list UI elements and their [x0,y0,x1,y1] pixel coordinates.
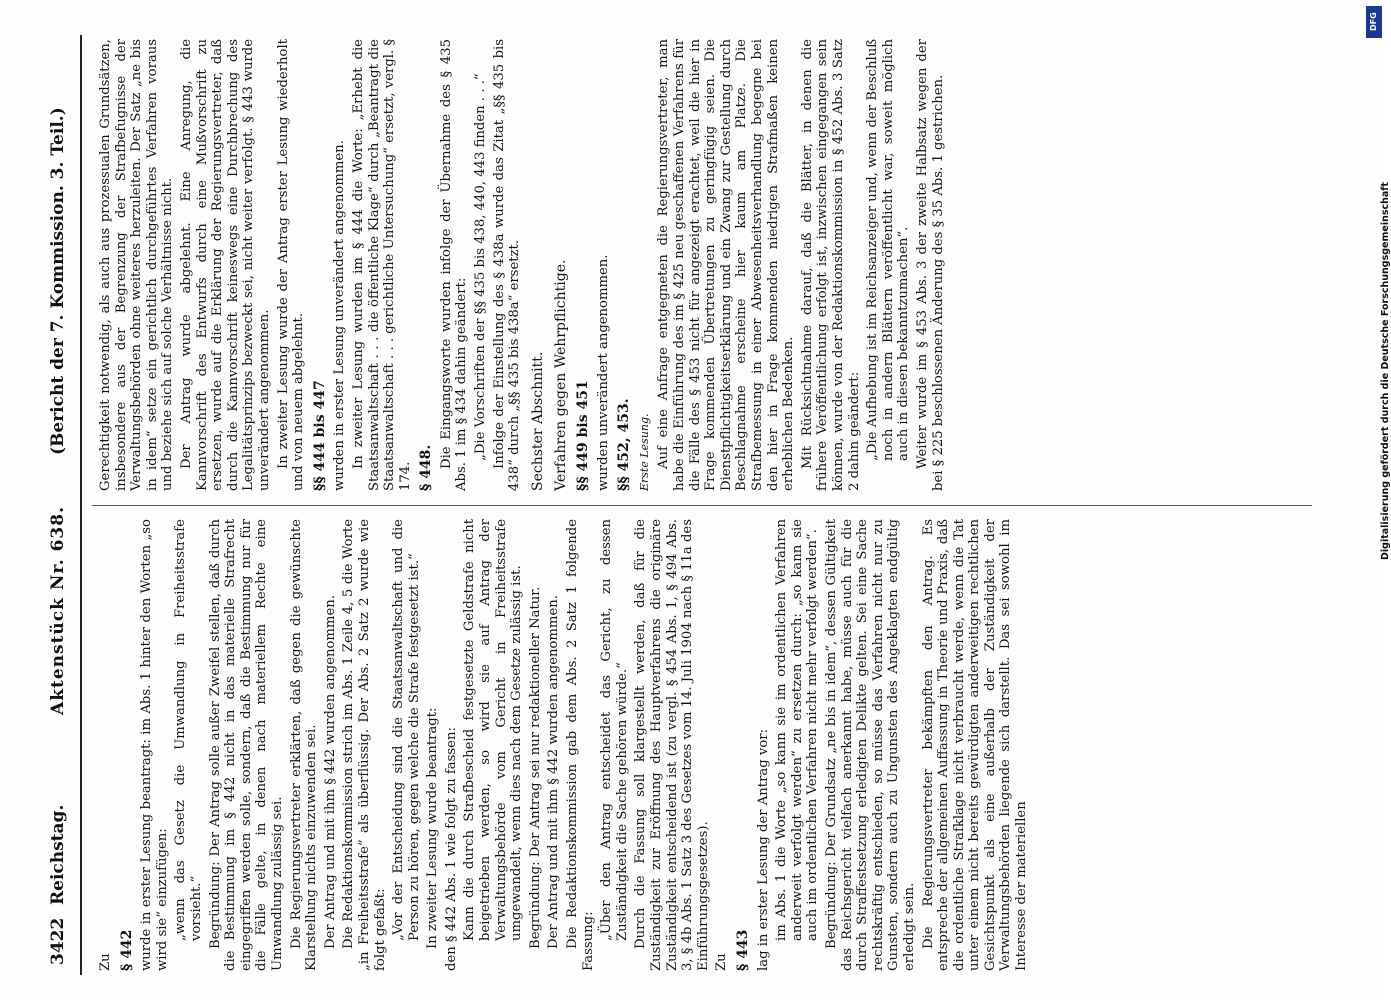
quoted-text: „Die Aufhebung ist im Reichsanzeiger und, wenn der Beschluß noch in andern Blättern veröffentlicht war, soweit möglich auch in diesen bekanntzumachen“. [865,39,912,461]
quoted-text: „Vor der Entscheidung sind die Staatsanwaltschaft und die Person zu hören, gegen welche die Strafe festgesetzt ist.“ [391,519,422,941]
paragraph: In zweiter Lesung wurde der Antrag erster Lesung wiederholt und von neuem abgelehnt. [275,39,307,491]
paragraph: In zweiter Lesung wurde beantragt: [425,707,441,949]
header-rule [80,35,82,975]
paragraph: den § 442 Abs. 1 wie folgt zu fassen: [443,727,459,971]
header-document-number: Aktenstück Nr. 638. [48,505,68,715]
subheading: Erste Lesung. [637,413,651,491]
paragraph: Infolge der Einstellung des § 438a wurde das Zitat „§§ 435 bis 438“ durch „§§ 435 bis 438a“ ersetzt. [491,39,523,491]
section-heading: §§ 449 bis 451 [575,380,592,491]
paragraph: lag in erster Lesung der Antrag vor: [755,728,771,971]
dfg-logo: DFG [1366,6,1382,38]
paragraph: Die Redaktionskommission strich im Abs. 1 Zeile 4, 5 die Worte „in Freiheitsstrafe“ als überflüssig. Der Abs. 2 Satz 2 wurde wie folgt gefaßt: [341,519,388,971]
rotated-document-page [40,35,1330,975]
paragraph: In zweiter Lesung wurden im § 444 die Worte: „Erhebt die Staatsanwaltschaft . . . die öffentliche Klage“ durch „Beantragt die Staatsanwaltschaft . . . gerichtliche Untersuchung“ ersetzt, vergl. § 174. [350,39,413,491]
header-parliament: Reichstag. [48,804,68,905]
section-heading: § 442 [118,929,135,971]
paragraph: Zu [98,953,113,971]
paragraph: wurden in erster Lesung unverändert angenommen. [332,140,348,491]
page-number: 3422 [48,917,68,965]
section-heading: §§ 444 bis 447 [311,380,328,491]
paragraph: Der Antrag wurde abgelehnt. Eine Anregung, die Kannvorschrift des Entwurfs durch eine Mußvorschrift zu ersetzen, wurde auf die Erklärung der Regierungsvertreter, daß durch die Kannvorschrift keineswegs eine Durchbrechung des Legalitätsprinzips bezweckt sei, nicht weiter verfolgt. § 443 wurde unverändert angenommen. [178,39,272,491]
quoted-text: „Die Vorschriften der §§ 435 bis 438, 440, 443 finden . . .“ [473,73,489,461]
section-heading: § 448. [418,444,435,491]
paragraph: Gerechtigkeit notwendig, als auch aus prozessualen Grundsätzen, insbesondere aus der Begrenzung der Strafbefugnisse der Verwaltungsbehörden ohne weiteres herzuleiten. Der Satz „ne bis in idem“ setze ein gerichtlich durchgeführtes Verfahren voraus und beziehe sich auf solche Verhältnisse nicht. [98,39,176,491]
paragraph: Die Regierungsvertreter bekämpften den Antrag. Es entspreche der allgemeinen Auffassung in Theorie und Praxis, daß die ordentliche Strafklage nicht verbraucht werde, wenn die Tat unter einem nicht bereits gewürdigten anderweitigen rechtlichen Gesichtspunkt als eine außerhalb der Zuständigkeit der Verwaltungsbehörden liegende sich darstellt. Das sei sowohl im Interesse der materiellen [920,519,1030,971]
paragraph: Die Redaktionskommission gab dem Abs. 2 Satz 1 folgende Fassung: [565,519,596,971]
right-column [98,39,949,491]
quoted-text: „wenn das Gesetz die Umwandlung in Freiheitsstrafe vorsieht.“ [173,519,204,941]
column-divider [92,505,1312,506]
paragraph: Begründung: Der Antrag sei nur redaktioneller Natur. [527,586,543,949]
paragraph: wurde in erster Lesung beantragt: im Abs. 1 hinter den Worten „so wird sie“ einzufügen: [139,519,170,971]
paragraph: Mit Rücksichtnahme darauf, daß die Blätter, in denen die frühere Veröffentlichung erfolgt ist, inzwischen eingegangen sein können, wurde von der Redaktionskommission in § 452 Abs. 3 Satz 2 dahin geändert: [799,39,862,491]
chapter-heading: Sechster Abschnitt. [529,351,546,491]
paragraph: Auf eine Anfrage entgegneten die Regierungsvertreter, man habe die Einführung des im § 425 neu geschaffenen Verfahrens für die Fälle des § 453 nicht für angezeigt erachtet, weil die hier in Frage kommenden Übertretungen zu geringfügig seien. Die Dienstpflichtigkeitserklärung und ein Zwang zur Gestellung durch Beschlagnahme erscheine hier kaum am Platze. Die Strafbemessung in einer Abwesenheitsverhandlung begegne bei den hier in Frage kommenden niedrigen Strafmaßen keinen erheblichen Bedenken. [656,39,797,491]
paragraph: Weiter wurde im § 453 Abs. 3 der zweite Halbsatz wegen der bei § 225 beschlossenen Änderung des § 35 Abs. 1 gestrichen. [914,39,946,491]
running-header [40,35,78,975]
paragraph: Die Eingangsworte wurden infolge der Übernahme des § 435 Abs. 1 im § 434 dahin geändert: [438,39,470,491]
quoted-text: im Abs. 1 die Worte „so kann sie im ordentlichen Verfahren anderweit verfolgt werden“ zu ersetzen durch: „so kann sie auch im ordentlichen Verfahren nicht mehr verfolgt werden“. [774,519,821,941]
section-heading: § 443 [734,929,751,971]
section-heading: §§ 452, 453. [616,398,633,491]
left-column [98,519,1033,971]
paragraph: wurden unverändert angenommen. [595,254,611,491]
quoted-text: „Über den Antrag entscheidet das Gericht, zu dessen Zuständigkeit die Sache gehören würde.“ [599,519,630,941]
quoted-text: Kann die durch Strafbescheid festgesetzte Geldstrafe nicht beigetrieben werden, so wird sie auf Antrag der Verwaltungsbehörde vom Gericht in Freiheitsstrafe umgewandelt, wenn dies nach dem Gesetze zulässig ist. [462,519,525,941]
paragraph: Durch die Fassung soll klargestellt werden, daß für die Zuständigkeit zur Eröffnung des Hauptverfahrens die originäre Zuständigkeit entscheidend ist (zu vergl. § 454 Abs. 1, § 494 Abs. 3, § 4b Abs. 1 Satz 3 des Gesetzes vom 14. Juli 1904 nach § 11a des Einführungsgesetzes). [633,519,711,971]
header-report-title: (Bericht der 7. Kommission. 3. Teil.) [48,107,68,455]
paragraph: Der Antrag und mit ihm § 442 wurden angenommen. [322,595,338,949]
paragraph: Begründung: Der Grundsatz „ne bis in idem“, dessen Gültigkeit das Reichsgericht vielfach anerkannt habe, müsse auch für die durch Straffestsetzung erledigten Delikte gelten. Sei eine Sache rechtskräftig entschieden, so müsse das Verfahren nicht nur zu Gunsten, sondern auch zu Ungunsten des Angeklagten endgültig erledigt sein. [823,519,917,971]
chapter-heading: Verfahren gegen Wehrpflichtige. [553,259,570,491]
paragraph: Der Antrag und mit ihm § 442 wurden angenommen. [546,595,562,949]
digitization-credit: Digitalisierung gefördert durch die Deutsche Forschungsgemeinschaft [1380,182,1391,560]
paragraph: Begründung: Der Antrag solle außer Zweifel stellen, daß durch die Bestimmung im § 442 nicht in das materielle Strafrecht eingegriffen werden solle, sondern, daß die Bestimmung nur für die Fälle gelte, in denen nach materiellem Rechte eine Umwandlung zulässig sei. [207,519,285,971]
paragraph: Zu [714,953,730,971]
paragraph: Die Regierungsvertreter erklärten, daß gegen die gewünschte Klarstellung nichts einzuwenden sei. [288,519,320,971]
